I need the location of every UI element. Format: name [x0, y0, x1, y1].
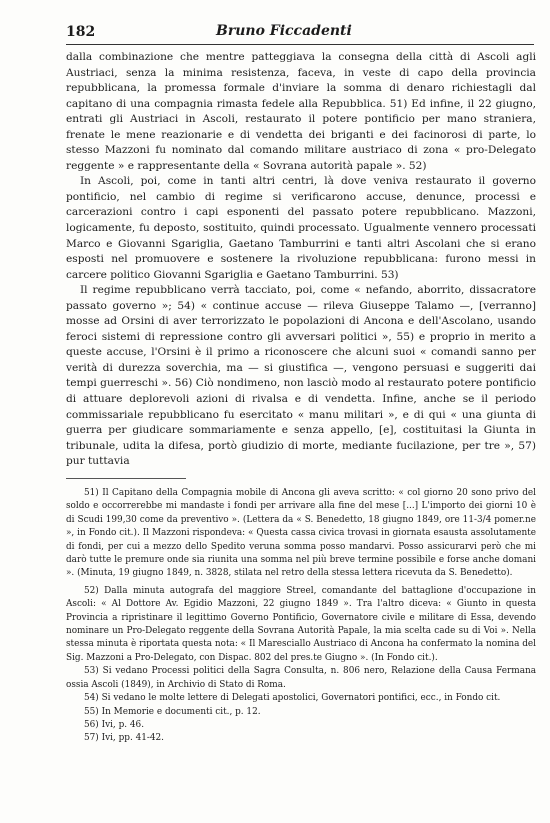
paragraph: dalla combinazione che mentre patteggiava la consegna della città di Ascoli agli Austriaci, senza la minima resistenza, faceva, in veste di capo della provincia repubblicana, la promessa formale d'inviare la somma di denaro richiestagli dal capitano di una compagnia rimasta fedele alla Repubblica. 51) Ed infine, il 22 giugno, entrati gli Austriaci in Ascoli, restaurato il potere pontificio per mano straniera, frenate le mene reazionarie e di vendetta dei briganti e dei facinorosi di parte, lo stesso Mazzoni fu nominato dal comando militare austriaco di zona « pro-Delegato reggente » e rappresentante della « Sovrana autorità papale ». 52) — [66, 51, 536, 172]
footnote: 54) Si vedano le molte lettere di Delegati apostolici, Governatori pontifici, ecc., in Fondo cit. — [84, 693, 501, 704]
footnote-separator — [66, 478, 186, 479]
paragraph: In Ascoli, poi, come in tanti altri centri, là dove veniva restaurato il governo pontificio, nel cambio di regime si verificarono accuse, denunce, processi e carcerazioni contro i capi esponenti del passato potere repubblicano. Mazzoni, logicamente, fu deposto, sostituito, quindi processato. Ugualmente vennero processati Marco e Giovanni Sgariglia, Gaetano Tamburrini e tanti altri Ascolani che si erano esposti nel promuovere e sostenere la rivoluzione repubblicana: furono messi in carcere politico Giovanni Sgariglia e Gaetano Tamburrini. 53) — [66, 175, 536, 281]
footnote: 57) Ivi, pp. 41-42. — [84, 733, 164, 744]
footnote: 52) Dalla minuta autografa del maggiore Streel, comandante del battaglione d'occupazione in Ascoli: « Al Dottore Av. Egidio Mazzoni, 22 giugno 1849 ». Tra l'altro diceva: « Giunto in questa Provincia a ripristinare il legittimo Governo Pontificio, Governatore civile e militare di Essa, devendo nominare un Pro-Delegato reggente della Sovrana Autorità Papale, la mia scelta cade su di Voi ». Nella stessa minuta è riportata questa nota: « Il Maresciallo Austriaco di Ancona ha confermato la nomina del Sig. Mazzoni a Pro-Delegato, con Dispac. 802 del pres.te Giugno ». (In Fondo cit.). — [66, 585, 536, 663]
page-number: 182 — [66, 24, 96, 40]
page-header — [66, 22, 534, 45]
paragraph: Il regime repubblicano verrà tacciato, poi, come « nefando, aborrito, dissacratore passato governo »; 54) « continue accuse — rileva Giuseppe Talamo —, [verranno] mosse ad Orsini di aver terrorizzato le popolazioni di Ancona e dell'Ascolano, usando feroci sistemi di repressione contro gli avversari politici », 55) e proprio in merito a queste accuse, l'Orsini è il primo a riconoscere che alcuni suoi « comandi sanno per verità di durezza soverchia, ma — si giustifica —, vengono persuasi e suggeriti dai tempi guerreschi ». 56) Ciò nondimeno, non lasciò modo al restaurato potere pontificio di attuare deplorevoli azioni di rivalsa e di vendetta. Infine, anche se il periodo commissariale repubblicano fu esercitato « manu militari », e di qui « una giunta di guerra per giudicare sommariamente e senza appello, [e], costituitasi la Giunta in tribunale, udita la difesa, portò giudizio di morte, mediante fucilazione, per tre », 57) pur tuttavia — [66, 284, 536, 468]
running-head: Bruno Ficcadenti — [216, 23, 352, 39]
footnote: 53) Si vedano Processi politici della Sagra Consulta, n. 806 nero, Relazione della Causa Fermana ossia Ascoli (1849), in Archivio di Stato di Roma. — [66, 666, 536, 690]
footnotes — [66, 487, 536, 746]
footnote: 51) Il Capitano della Compagnia mobile di Ancona gli aveva scritto: « col giorno 20 sono privo del soldo e occorrerebbe mi mandaste i fondi per arrivare alla fine del mese [...] L'importo dei giorni 10 è di Scudi 199,30 come da preventivo ». (Lettera da « S. Benedetto, 18 giugno 1849, ore 11-3/4 pomer.ne », in Fondo cit.). Il Mazzoni rispondeva: « Questa cassa civica trovasi in giornata esausta assolutamente di fondi, per cui a mezzo dello Spedito veruna somma posso mandarvi. Posso assicurarvi però che mi darò tutte le premure onde sia riunita una somma nel più breve termine possibile e forse anche domani ». (Minuta, 19 giugno 1849, n. 3828, stilata nel retro della stessa lettera ricevuta da S. Benedetto). — [66, 488, 536, 579]
footnote: 55) In Memorie e documenti cit., p. 12. — [84, 706, 261, 717]
footnote: 56) Ivi, p. 46. — [84, 719, 145, 730]
main-text — [66, 50, 536, 470]
